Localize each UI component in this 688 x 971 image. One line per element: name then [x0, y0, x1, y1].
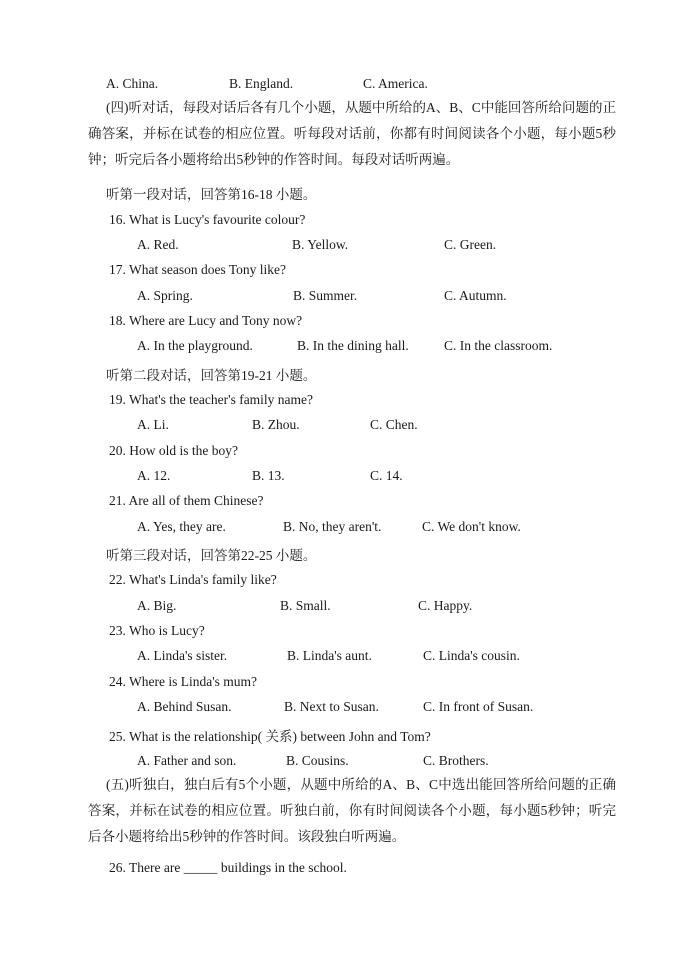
option-c: C. Linda's cousin. — [423, 648, 520, 663]
group-heading: 听第二段对话，回答第19-21 小题。 — [106, 368, 317, 383]
question-20: 20. How old is the boy? — [109, 443, 238, 458]
question-23: 23. Who is Lucy? — [109, 623, 205, 638]
option-a: A. Father and son. — [137, 753, 237, 768]
question-18: 18. Where are Lucy and Tony now? — [109, 313, 303, 328]
option-a: A. Linda's sister. — [137, 648, 228, 663]
question-25: 25. What is the relationship( 关系) between John and Tom? — [109, 729, 431, 744]
question-24: 24. Where is Linda's mum? — [109, 674, 258, 689]
option-a: A. Yes, they are. — [137, 519, 226, 534]
option-b: B. Zhou. — [252, 417, 300, 432]
group-heading: 听第一段对话，回答第16-18 小题。 — [106, 187, 317, 202]
option-a: A. Spring. — [137, 288, 193, 303]
option-c: C. In front of Susan. — [423, 699, 534, 714]
option-b: B. Summer. — [293, 288, 358, 303]
option-a: A. Big. — [137, 598, 177, 613]
question-22: 22. What's Linda's family like? — [109, 572, 277, 587]
section5-instruction: (五)听独白，独白后有5个小题，从题中所给的A、B、C中选出能回答所给问题的正确答案，并标在试卷的相应位置。听独白前，你有时间阅读各个小题，每小题5秒钟；听完后各小题将给出5秒钟的作答时间。该段独白听两遍。 — [88, 777, 616, 844]
option-c: C. Green. — [444, 237, 497, 252]
option-a: A. Red. — [137, 237, 179, 252]
option-a: A. China. — [106, 76, 159, 91]
option-a: A. In the playground. — [137, 338, 253, 353]
option-a: A. Behind Susan. — [137, 699, 232, 714]
option-b: B. Small. — [280, 598, 331, 613]
option-c: C. In the classroom. — [444, 338, 553, 353]
option-b: B. No, they aren't. — [283, 519, 382, 534]
question-16: 16. What is Lucy's favourite colour? — [109, 212, 306, 227]
option-b: B. Cousins. — [286, 753, 349, 768]
option-a: A. Li. — [137, 417, 169, 432]
option-c: C. America. — [363, 76, 428, 91]
option-b: B. 13. — [252, 468, 285, 483]
option-c: C. Happy. — [418, 598, 473, 613]
option-c: C. Chen. — [370, 417, 418, 432]
section4-instruction: (四)听对话，每段对话后各有几个小题，从题中所给的A、B、C中能回答所给问题的正确答案，并标在试卷的相应位置。听每段对话前，你都有时间阅读各个小题，每小题5秒钟；听完后各小题将给出5秒钟的作答时间。每段对话听两遍。 — [88, 100, 616, 167]
option-b: B. Next to Susan. — [284, 699, 379, 714]
option-c: C. We don't know. — [422, 519, 521, 534]
group-heading: 听第三段对话，回答第22-25 小题。 — [106, 548, 317, 563]
question-17: 17. What season does Tony like? — [109, 262, 287, 277]
question-21: 21. Are all of them Chinese? — [109, 493, 264, 508]
option-b: B. England. — [229, 76, 294, 91]
option-a: A. 12. — [137, 468, 171, 483]
option-c: C. Brothers. — [423, 753, 489, 768]
option-c: C. Autumn. — [444, 288, 507, 303]
question-26: 26. There are _____ buildings in the school. — [109, 860, 347, 875]
option-b: B. Linda's aunt. — [287, 648, 372, 663]
option-b: B. In the dining hall. — [297, 338, 409, 353]
option-b: B. Yellow. — [292, 237, 349, 252]
option-c: C. 14. — [370, 468, 403, 483]
question-19: 19. What's the teacher's family name? — [109, 392, 314, 407]
